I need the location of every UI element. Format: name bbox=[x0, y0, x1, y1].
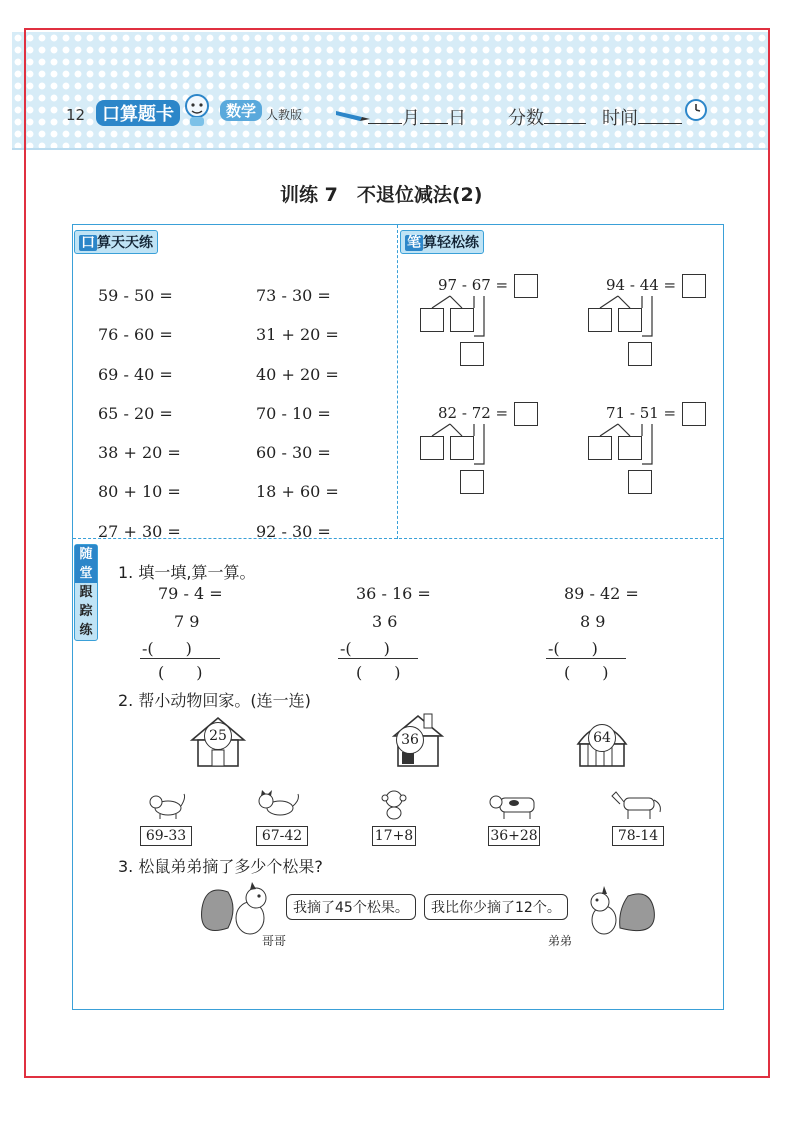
animal-card[interactable]: 69-33 bbox=[140, 826, 192, 846]
written-section-label bbox=[400, 230, 484, 254]
calc-top-number: 7 9 bbox=[174, 612, 200, 631]
written-problem-text: 94 - 44 = bbox=[606, 276, 677, 294]
follow-label-char: 练 bbox=[79, 623, 93, 638]
pencil-icon bbox=[336, 106, 370, 125]
calc-result-blank[interactable]: ( ) bbox=[564, 663, 609, 682]
day-label: 日 bbox=[448, 108, 466, 129]
name-brother-small: 弟弟 bbox=[548, 934, 573, 948]
score-label: 分数 bbox=[508, 108, 544, 129]
oral-problem: 80 + 10 = bbox=[98, 482, 181, 502]
follow-section-label bbox=[74, 544, 98, 641]
vertical-calc bbox=[338, 584, 458, 684]
split-box[interactable] bbox=[450, 436, 474, 460]
oral-problem: 76 - 60 = bbox=[98, 325, 173, 345]
written-problem bbox=[586, 274, 716, 374]
oral-label-key: 口 bbox=[81, 235, 95, 251]
animal-card[interactable]: 67-42 bbox=[256, 826, 308, 846]
oral-problem: 69 - 40 = bbox=[98, 364, 173, 384]
oral-problem: 40 + 20 = bbox=[256, 364, 339, 384]
calc-equation: 89 - 42 = bbox=[564, 584, 639, 603]
doghouse[interactable] bbox=[188, 714, 248, 770]
written-label-rest: 算轻松练 bbox=[423, 235, 479, 251]
oral-problem: 70 - 10 = bbox=[256, 403, 331, 423]
vertical-calc bbox=[546, 584, 666, 684]
oral-problem: 38 + 20 = bbox=[98, 443, 181, 463]
animal-card[interactable]: 78-14 bbox=[612, 826, 664, 846]
date-fields bbox=[368, 104, 466, 130]
split-box[interactable] bbox=[618, 436, 642, 460]
follow-label-char: 随 bbox=[75, 545, 97, 564]
calc-top-number: 3 6 bbox=[372, 612, 398, 631]
oral-problem: 73 - 30 = bbox=[256, 286, 331, 305]
basket-house[interactable] bbox=[574, 710, 630, 770]
calc-subtrahend-blank[interactable]: -( ) bbox=[142, 639, 192, 658]
oral-problem: 60 - 30 = bbox=[256, 443, 331, 463]
house-number: 36 bbox=[396, 726, 424, 754]
oral-column-2 bbox=[256, 276, 339, 551]
follow-label-char: 跟 bbox=[79, 585, 93, 600]
oral-problem: 27 + 30 = bbox=[98, 521, 181, 541]
speech-bubble-left: 我摘了45个松果。 bbox=[286, 894, 416, 920]
calc-result-blank[interactable]: ( ) bbox=[356, 663, 401, 682]
split-box[interactable] bbox=[588, 436, 612, 460]
calc-subtrahend-blank[interactable]: -( ) bbox=[548, 639, 598, 658]
oral-problem: 92 - 30 = bbox=[256, 521, 331, 541]
boy-mascot-icon bbox=[180, 92, 214, 132]
oral-problem: 18 + 60 = bbox=[256, 482, 339, 502]
score-blank[interactable] bbox=[544, 109, 586, 124]
animal-card[interactable]: 17+8 bbox=[372, 826, 416, 846]
written-label-key: 笔 bbox=[407, 235, 421, 251]
name-brother-big: 哥哥 bbox=[262, 934, 287, 948]
page-title: 训练 7 不退位减法(2) bbox=[280, 184, 483, 206]
month-blank[interactable] bbox=[368, 109, 402, 124]
calc-result-blank[interactable]: ( ) bbox=[158, 663, 203, 682]
subject-badge: 数学 bbox=[220, 100, 262, 121]
result-box[interactable] bbox=[628, 342, 652, 366]
animal-card[interactable]: 36+28 bbox=[488, 826, 540, 846]
result-box[interactable] bbox=[628, 470, 652, 494]
oral-problem: 59 - 50 = bbox=[98, 286, 173, 305]
written-problem bbox=[586, 402, 716, 502]
oral-problem: 65 - 20 = bbox=[98, 403, 173, 423]
monkey-icon bbox=[378, 788, 410, 824]
oral-problem: 31 + 20 = bbox=[256, 325, 339, 345]
oral-label-rest: 算天天练 bbox=[97, 235, 153, 251]
written-problem bbox=[418, 274, 548, 374]
calc-equation: 79 - 4 = bbox=[158, 584, 223, 603]
cat-icon bbox=[256, 788, 300, 824]
logo: 口算题卡 bbox=[96, 100, 180, 126]
house-number: 25 bbox=[204, 722, 232, 750]
calc-subtrahend-blank[interactable]: -( ) bbox=[340, 639, 390, 658]
written-problem-text: 82 - 72 = bbox=[438, 404, 509, 422]
horse-icon bbox=[610, 790, 664, 824]
result-box[interactable] bbox=[460, 342, 484, 366]
score-field bbox=[508, 104, 586, 130]
speech-bubble-right: 我比你少摘了12个。 bbox=[424, 894, 568, 920]
house-number: 64 bbox=[588, 724, 616, 752]
vertical-calc bbox=[140, 584, 260, 684]
follow-label-char: 堂 bbox=[75, 564, 97, 583]
calc-equation: 36 - 16 = bbox=[356, 584, 431, 603]
calc-top-number: 8 9 bbox=[580, 612, 606, 631]
task-3-title: 3. 松鼠弟弟摘了多少个松果? bbox=[118, 857, 323, 876]
split-box[interactable] bbox=[420, 436, 444, 460]
cathouse[interactable] bbox=[388, 712, 448, 770]
month-label: 月 bbox=[402, 108, 420, 129]
follow-label-char: 踪 bbox=[79, 604, 93, 619]
task-2-title: 2. 帮小动物回家。(连一连) bbox=[118, 691, 311, 710]
day-blank[interactable] bbox=[420, 109, 448, 124]
squirrel-small-icon bbox=[580, 880, 660, 944]
edition: 人教版 bbox=[266, 108, 303, 122]
written-problem-text: 97 - 67 = bbox=[438, 276, 509, 294]
written-problem-text: 71 - 51 = bbox=[606, 404, 677, 422]
split-box[interactable] bbox=[588, 308, 612, 332]
result-box[interactable] bbox=[460, 470, 484, 494]
split-box[interactable] bbox=[420, 308, 444, 332]
clock-icon bbox=[684, 98, 708, 126]
written-problem bbox=[418, 402, 548, 502]
dog-icon bbox=[148, 790, 188, 824]
cow-icon bbox=[488, 792, 544, 824]
time-blank[interactable] bbox=[638, 109, 682, 124]
time-field bbox=[602, 104, 682, 130]
split-box[interactable] bbox=[618, 308, 642, 332]
task-1-title: 1. 填一填,算一算。 bbox=[118, 563, 256, 582]
oral-section-label bbox=[74, 230, 158, 254]
page-number: 12 bbox=[66, 106, 86, 124]
split-box[interactable] bbox=[450, 308, 474, 332]
column-divider bbox=[397, 225, 398, 539]
time-label: 时间 bbox=[602, 108, 638, 129]
oral-column-1 bbox=[98, 276, 181, 551]
